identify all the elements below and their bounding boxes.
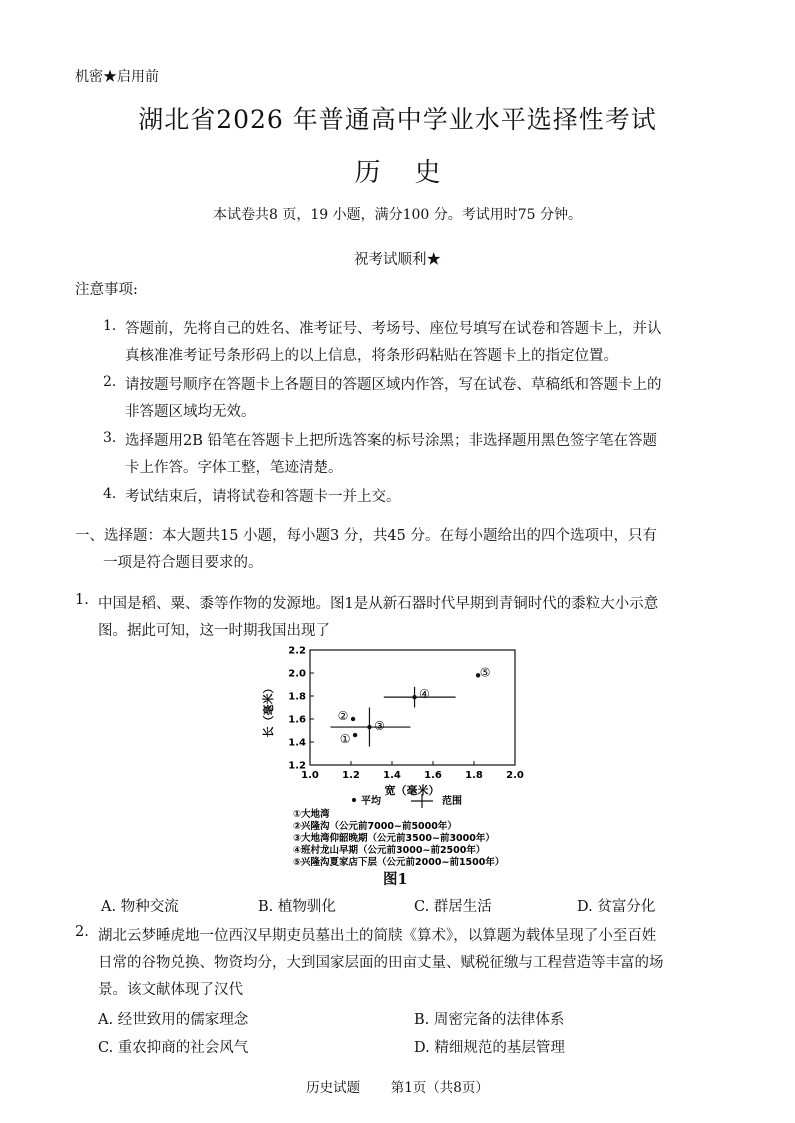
section-heading: 一、选择题：本大题共15 小题，每小题3 分，共45 分。在每小题给出的四个选项中，只有 [75, 528, 657, 544]
section-heading-cont: 一项是符合题目要求的。 [103, 555, 263, 571]
site-item: ⑤兴隆沟夏家店下层（公元前2000~前1500年） [293, 857, 505, 868]
footer-page: 第1页（共8页） [390, 1080, 489, 1096]
page-footer [0, 1076, 795, 1096]
note-line: 真核准准考证号条形码上的以上信息，将条形码粘贴在答题卡上的指定位置。 [125, 348, 618, 364]
note-line: 卡上作答。字体工整，笔迹清楚。 [125, 460, 343, 476]
notes-heading: 注意事项: [75, 282, 138, 298]
option-c[interactable]: C. 群居生活 [414, 899, 492, 915]
y-tick-label: 1.2 [288, 760, 306, 772]
x-tick-label: 1.0 [301, 770, 319, 781]
footer-subject: 历史试题 [306, 1080, 361, 1096]
question-stem: 湖北云梦睡虎地一位西汉早期吏员墓出土的简牍《算术》，以算题为载体呈现了小至百姓 [98, 928, 657, 944]
site-item: ①大地湾 [293, 809, 330, 820]
secret-mark: 机密★启用前 [75, 69, 159, 85]
mean-point [353, 733, 357, 737]
question-stem: 景。该文献体现了汉代 [98, 982, 243, 998]
y-tick-label: 2.2 [288, 645, 306, 657]
option-a[interactable]: A. 物种交流 [101, 899, 179, 915]
note-line: 答题前，先将自己的姓名、准考证号、考场号、座位号填写在试卷和答题卡上，并认 [125, 321, 662, 337]
mean-point [351, 717, 355, 721]
option-b[interactable]: B. 周密完备的法律体系 [414, 1012, 565, 1028]
figure-caption: 图1 [383, 871, 408, 888]
question-stem: 图。据此可知，这一时期我国出现了 [98, 623, 330, 639]
legend-range-label: 范围 [442, 796, 462, 807]
x-tick-label: 1.6 [424, 770, 442, 781]
legend-mean-dot [352, 798, 356, 802]
subject-title: 历史 [354, 158, 475, 188]
point-label: ④ [419, 687, 430, 702]
point-label: ② [337, 709, 349, 723]
figure-1-chart [255, 640, 545, 870]
site-legend [293, 808, 504, 868]
question-number: 2. [75, 924, 89, 940]
note-number: 1. [103, 318, 117, 334]
x-tick-label: 2.0 [506, 770, 524, 781]
note-line: 考试结束后，请将试卷和答题卡一并上交。 [125, 489, 401, 505]
mean-point [367, 725, 371, 729]
note-line: 请按题号顺序在答题卡上各题目的答题区域内作答，写在试卷、草稿纸和答题卡上的 [125, 377, 662, 393]
y-tick-label: 2.0 [288, 668, 306, 680]
note-line: 选择题用2B 铅笔在答题卡上把所选答案的标号涂黑；非选择题用黑色签字笔在答题 [125, 433, 657, 449]
option-c[interactable]: C. 重农抑商的社会风气 [98, 1040, 249, 1056]
legend-mean-label: 平均 [361, 796, 381, 807]
option-a[interactable]: A. 经世致用的儒家理念 [98, 1012, 249, 1028]
note-number: 4. [103, 486, 117, 502]
point-label: ③ [374, 719, 385, 734]
question-stem: 中国是稻、粟、黍等作物的发源地。图1是从新石器时代早期到青铜时代的黍粒大小示意 [98, 596, 659, 612]
y-tick-label: 1.6 [288, 714, 306, 726]
option-b[interactable]: B. 植物驯化 [258, 899, 336, 915]
y-tick-label: 1.8 [288, 691, 306, 703]
point-label: ⑤ [479, 665, 491, 680]
x-axis-label: 宽（毫米） [384, 784, 440, 797]
wish-line: 祝考试顺利★ [354, 252, 441, 268]
x-tick-label: 1.2 [342, 770, 360, 781]
x-tick-label: 1.4 [383, 770, 401, 781]
site-item: ④班村龙山早期（公元前3000~前2500年） [293, 845, 486, 856]
question-number: 1. [75, 592, 89, 608]
option-d[interactable]: D. 精细规范的基层管理 [414, 1040, 565, 1056]
option-d[interactable]: D. 贫富分化 [577, 899, 656, 915]
question-stem: 日常的谷物兑换、物资均分，大到国家层面的田亩丈量、赋税征缴与工程营造等丰富的场 [98, 955, 664, 971]
site-item: ②兴隆沟（公元前7000~前5000年） [293, 821, 457, 832]
note-number: 3. [103, 430, 117, 446]
exam-title: 湖北省2026 年普通高中学业水平选择性考试 [138, 105, 657, 134]
point-label: ① [339, 732, 351, 747]
note-line: 非答题区域均无效。 [125, 404, 256, 420]
x-tick-label: 1.8 [465, 770, 483, 781]
y-axis-label: 长（毫米） [262, 682, 275, 738]
note-number: 2. [103, 374, 117, 390]
mean-point [412, 695, 416, 699]
exam-intro: 本试卷共8 页，19 小题，满分100 分。考试用时75 分钟。 [212, 207, 583, 223]
y-tick-label: 1.4 [288, 737, 306, 749]
site-item: ③大地湾仰韶晚期（公元前3500~前3000年） [293, 833, 495, 844]
